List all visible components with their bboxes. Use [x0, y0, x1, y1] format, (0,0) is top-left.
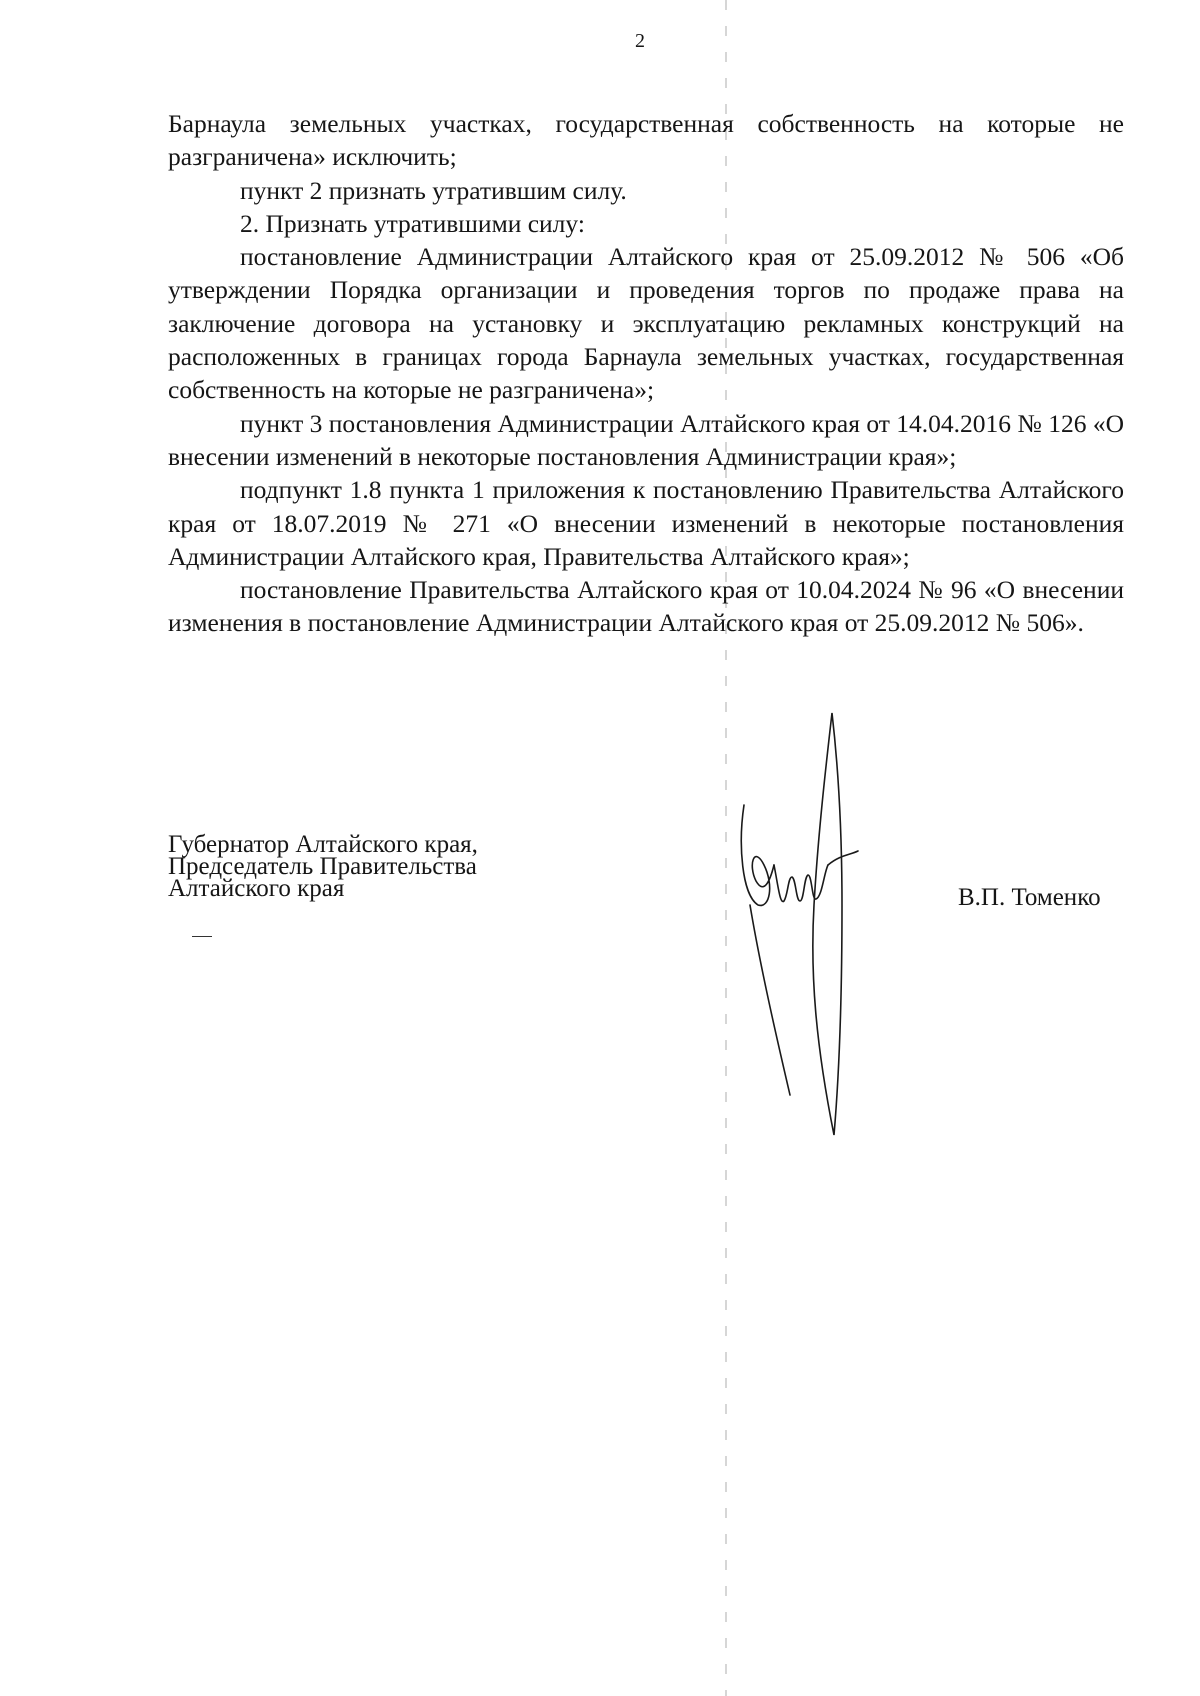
page-number: 2: [635, 30, 645, 52]
paragraph-7: постановление Правительства Алтайского края от 10.04.2024 № 96 «О внесении изменения в постановление Администрации Алтайского края от 25.09.2012 № 506».: [168, 575, 1124, 638]
document-body: [168, 107, 1124, 640]
paragraph-1: Барнаула земельных участках, государственная собственность на которые не разграничена» исключить;: [168, 109, 1124, 172]
signatory-position-line-2: Председатель Правительства: [168, 853, 477, 880]
paragraph-2: пункт 2 признать утратившим силу.: [240, 175, 627, 205]
paragraph-6: подпункт 1.8 пункта 1 приложения к постановлению Правительства Алтайского края от 18.07.2019 № 271 «О внесении изменений в некоторые постановления Администрации Алтайского края, Правительства Алтайского края»;: [168, 475, 1124, 571]
signatory-position-line-3: Алтайского края: [168, 875, 345, 902]
signatory-position-line-1: Губернатор Алтайского края,: [168, 831, 478, 858]
paragraph-5: пункт 3 постановления Администрации Алтайского края от 14.04.2016 № 126 «О внесении изменений в некоторые постановления Администрации края»;: [168, 408, 1124, 471]
scan-mark: [192, 936, 212, 937]
signer-name: В.П. Томенко: [958, 884, 1101, 911]
paragraph-4: постановление Администрации Алтайского края от 25.09.2012 № 506 «Об утверждении Порядка организации и проведения торгов по продаже права на заключение договора на установку и эксплуатацию рекламных конструкций на расположенных в границах города Барнаула земельных участках, государственная собственность на которые не разграничена»;: [168, 242, 1124, 405]
handwritten-signature: [730, 705, 910, 1145]
signatory-position: [168, 831, 478, 902]
paragraph-3: 2. Признать утратившими силу:: [240, 208, 585, 238]
